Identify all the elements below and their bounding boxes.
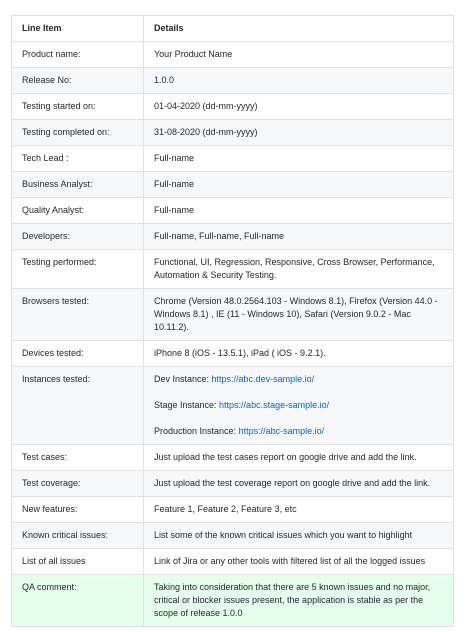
row-label: Product name: [12, 42, 144, 68]
table-header [12, 16, 454, 42]
row-label: Known critical issues: [12, 523, 144, 549]
row-business-analyst [12, 172, 454, 198]
row-label: New features: [12, 497, 144, 523]
table-body [12, 42, 454, 627]
row-label: Testing started on: [12, 94, 144, 120]
row-qa-comment [12, 575, 454, 627]
dev-instance-label: Dev Instance: [154, 374, 212, 384]
stage-instance-line [154, 399, 443, 412]
row-label: Test cases: [12, 445, 144, 471]
row-instances-tested [12, 367, 454, 445]
row-value: Feature 1, Feature 2, Feature 3, etc [144, 497, 454, 523]
row-value: Full-name [144, 198, 454, 224]
row-known-critical-issues [12, 523, 454, 549]
row-value: Chrome (Version 48.0.2564.103 - Windows 8.1), Firefox (Version 44.0 - Windows 8.1) , IE (11 - Windows 10), Safari (Version 9.0.2 - Mac 10.11.2). [144, 289, 454, 341]
row-value: 1.0.0 [144, 68, 454, 94]
row-test-cases [12, 445, 454, 471]
row-new-features [12, 497, 454, 523]
row-label: QA comment: [12, 575, 144, 627]
row-value: Just upload the test cases report on google drive and add the link. [144, 445, 454, 471]
row-tech-lead [12, 146, 454, 172]
row-testing-performed [12, 250, 454, 289]
row-label: Instances tested: [12, 367, 144, 445]
row-label: Browsers tested: [12, 289, 144, 341]
stage-instance-label: Stage Instance: [154, 400, 220, 410]
row-label: Quality Analyst: [12, 198, 144, 224]
dev-instance-line [154, 373, 443, 386]
row-label: Testing completed on: [12, 120, 144, 146]
row-label: Test coverage: [12, 471, 144, 497]
row-value: 01-04-2020 (dd-mm-yyyy) [144, 94, 454, 120]
row-label: Developers: [12, 224, 144, 250]
row-label: Testing performed: [12, 250, 144, 289]
row-value [144, 367, 454, 445]
row-value: Full-name [144, 146, 454, 172]
row-value: Functional, UI, Regression, Responsive, Cross Browser, Performance, Automation & Security Testing. [144, 250, 454, 289]
header-details: Details [144, 16, 454, 42]
row-value: Full-name [144, 172, 454, 198]
row-value: Just upload the test coverage report on google drive and add the link. [144, 471, 454, 497]
row-product-name [12, 42, 454, 68]
row-value: iPhone 8 (iOS - 13.5.1), iPad ( iOS - 9.2.1). [144, 341, 454, 367]
row-label: List of all issues [12, 549, 144, 575]
row-value: Your Product Name [144, 42, 454, 68]
dev-instance-link[interactable]: https://abc.dev-sample.io/ [211, 374, 315, 384]
row-developers [12, 224, 454, 250]
row-value: Link of Jira or any other tools with filtered list of all the logged issues [144, 549, 454, 575]
row-testing-started [12, 94, 454, 120]
row-label: Tech Lead : [12, 146, 144, 172]
production-instance-line [154, 425, 443, 438]
row-devices-tested [12, 341, 454, 367]
row-testing-completed [12, 120, 454, 146]
row-release-no [12, 68, 454, 94]
row-value: List some of the known critical issues which you want to highlight [144, 523, 454, 549]
stage-instance-link[interactable]: https://abc.stage-sample.io/ [219, 400, 330, 410]
production-instance-label: Production Instance: [154, 426, 239, 436]
row-value: Taking into consideration that there are 5 known issues and no major, critical or blocker issues present, the application is stable as per the scope of release 1.0.0 [144, 575, 454, 627]
row-value: 31-08-2020 (dd-mm-yyyy) [144, 120, 454, 146]
header-row [12, 16, 454, 42]
row-browsers-tested [12, 289, 454, 341]
release-report-container [11, 15, 453, 627]
row-test-coverage [12, 471, 454, 497]
row-label: Business Analyst: [12, 172, 144, 198]
release-report-table [11, 15, 454, 627]
row-label: Release No: [12, 68, 144, 94]
row-quality-analyst [12, 198, 454, 224]
row-list-of-all-issues [12, 549, 454, 575]
production-instance-link[interactable]: https://abc-sample.io/ [238, 426, 325, 436]
row-value: Full-name, Full-name, Full-name [144, 224, 454, 250]
header-line-item: Line Item [12, 16, 144, 42]
row-label: Devices tested: [12, 341, 144, 367]
